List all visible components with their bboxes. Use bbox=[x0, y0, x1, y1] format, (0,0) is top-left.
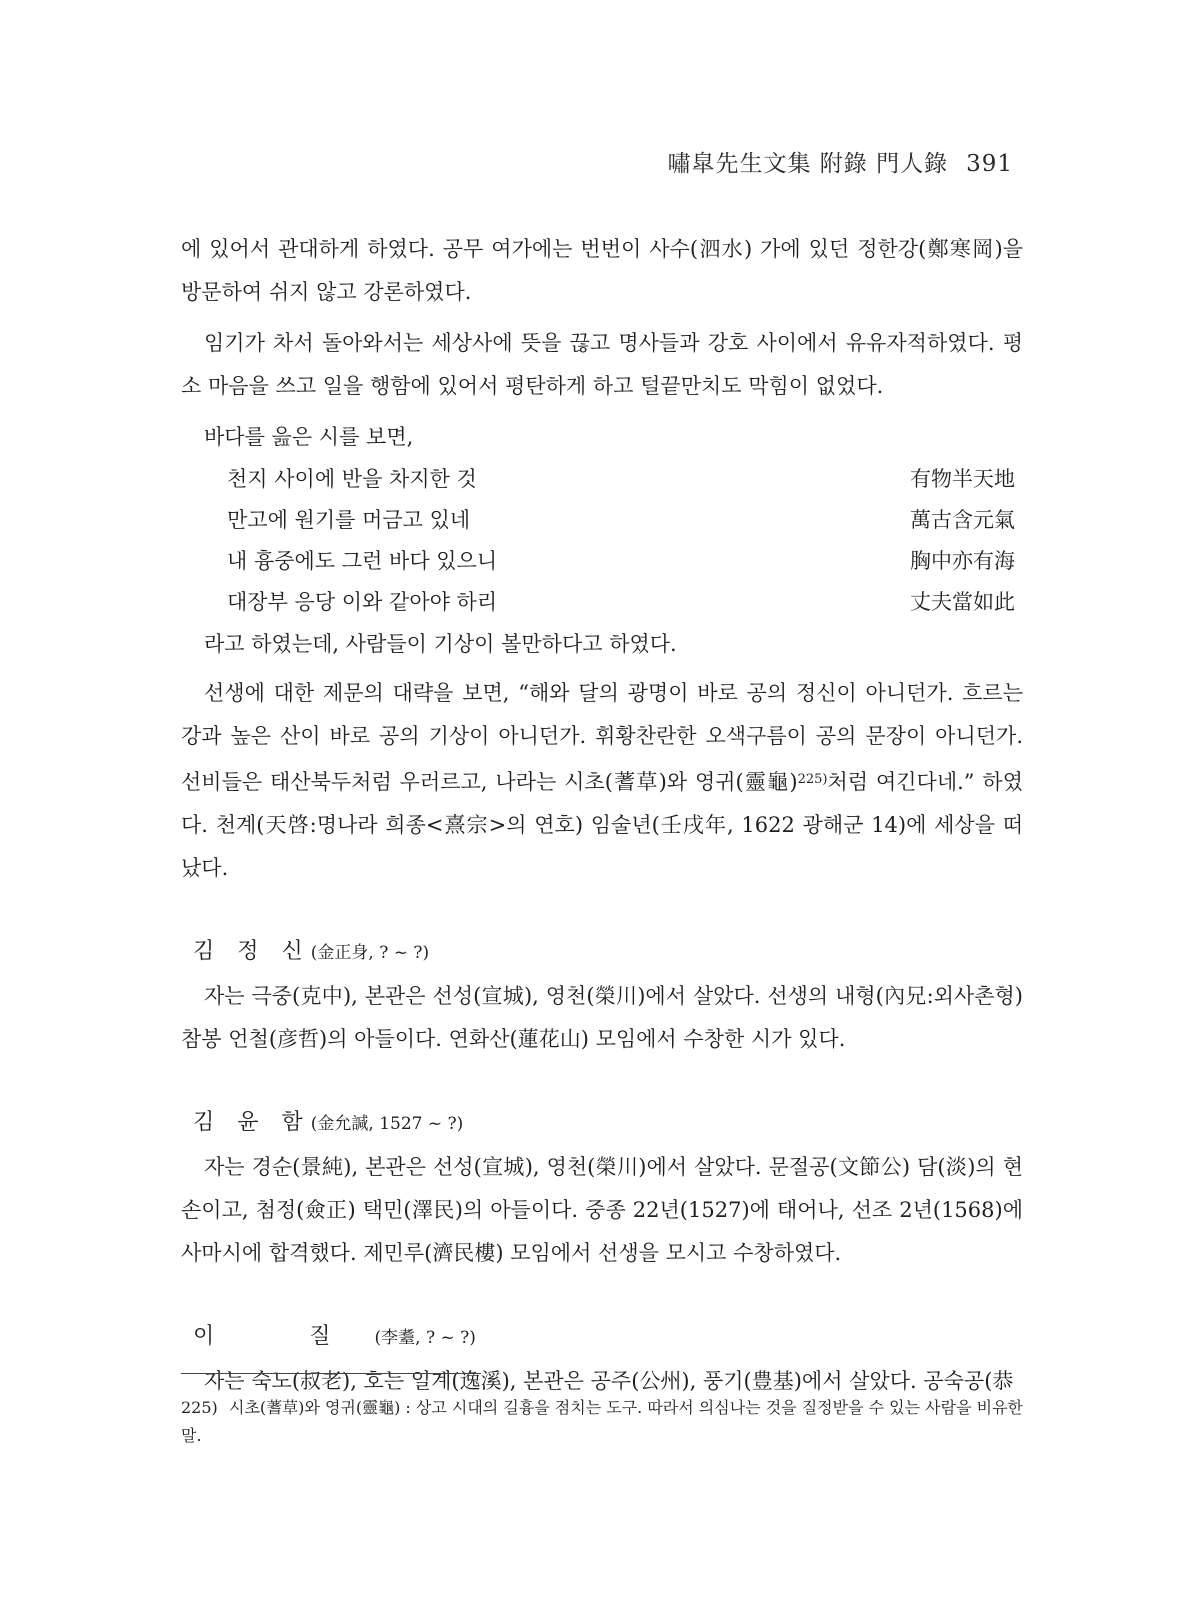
eulogy-text-cont: 처럼 여긴다네.” 하였다. 천계(天啓:명나라 희종<熹宗>의 연호) 임술년(壬戌年, 1622 광해군 14)에 세상을 떠났다. bbox=[181, 770, 1023, 880]
poem-intro: 바다를 읊은 시를 보면, bbox=[204, 425, 414, 449]
poem-line-hanja: 有物半天地 bbox=[910, 467, 1015, 491]
footnote-divider bbox=[181, 1373, 481, 1374]
footnote-reference[interactable]: 225) bbox=[797, 772, 828, 787]
person-name: 김 윤 함 bbox=[193, 1110, 311, 1135]
eulogy-text: 선생에 대한 제문의 대략을 보면, “해와 달의 광명이 바로 공의 정신이 아니던가. 흐르는 강과 높은 산이 바로 공의 기상이 아니던가. 휘황찬란한 오색구름이 공의 문장이 아니던가. 선비들은 태산북두처럼 우러르고, 나라는 시초(蓍草)와 영귀(靈龜) bbox=[181, 681, 1023, 794]
poem-line bbox=[181, 541, 1023, 582]
person-name: 김 정 신 bbox=[193, 939, 311, 964]
person-bio: 자는 극중(克中), 본관은 선성(宣城), 영천(榮川)에서 살았다. 선생의 내형(內兄:외사촌형) 참봉 언철(彦哲)의 아들이다. 연화산(蓮花山) 모임에서 수창한 시가 있다. bbox=[181, 984, 1023, 1051]
poem-line-korean: 만고에 원기를 머금고 있네 bbox=[227, 508, 471, 532]
eulogy-paragraph bbox=[181, 672, 1023, 890]
footnote bbox=[181, 1394, 1023, 1450]
person-dates: (金正身, ? ~ ?) bbox=[310, 943, 430, 963]
header-title: 嘯皐先生文集 附錄 門人錄 bbox=[667, 151, 949, 177]
person-dates: (李耋, ? ~ ?) bbox=[374, 1328, 476, 1348]
person-dates: (金允諴, 1527 ~ ?) bbox=[310, 1114, 464, 1134]
poem-line-korean: 내 흉중에도 그런 바다 있으니 bbox=[227, 549, 498, 573]
person-bio: 자는 숙노(叔老), 호는 일계(逸溪), 본관은 공주(公州), 풍기(豊基)에서 살았다. 공숙공(恭 bbox=[204, 1369, 1014, 1393]
page-number: 391 bbox=[966, 151, 1013, 177]
poem-line-korean: 천지 사이에 반을 차지한 것 bbox=[227, 467, 477, 491]
person-entry bbox=[181, 1101, 1023, 1275]
poem-closing: 라고 하였는데, 사람들이 기상이 볼만하다고 하였다. bbox=[204, 632, 677, 656]
person-name: 이 질 bbox=[193, 1324, 375, 1349]
person-heading bbox=[181, 930, 1023, 975]
person-entry bbox=[181, 930, 1023, 1061]
poem-line-korean: 대장부 응당 이와 같아야 하리 bbox=[227, 590, 498, 614]
footnote-number: 225) bbox=[181, 1398, 218, 1417]
paragraph: 임기가 차서 돌아와서는 세상사에 뜻을 끊고 명사들과 강호 사이에서 유유자적하였다. 평소 마음을 쓰고 일을 행함에 있어서 평탄하게 하고 털끝만치도 막힘이 없었다. bbox=[181, 331, 1023, 398]
poem-line-hanja: 胸中亦有海 bbox=[910, 549, 1015, 573]
poem-line-hanja: 丈夫當如此 bbox=[910, 590, 1015, 614]
person-heading bbox=[181, 1101, 1023, 1146]
poem-line bbox=[181, 582, 1023, 623]
poem-line bbox=[181, 500, 1023, 541]
poem-line bbox=[181, 459, 1023, 500]
poem-line-hanja: 萬古含元氣 bbox=[910, 508, 1015, 532]
poem bbox=[181, 459, 1023, 623]
person-heading bbox=[181, 1315, 1023, 1360]
person-entry bbox=[181, 1315, 1023, 1403]
person-bio: 자는 경순(景純), 본관은 선성(宣城), 영천(榮川)에서 살았다. 문절공(文節公) 담(淡)의 현손이고, 첨정(僉正) 택민(澤民)의 아들이다. 중종 22년(1527)에 태어나, 선조 2년(1568)에 사마시에 합격했다. 제민루(濟民樓) 모임에서 선생을 모시고 수창하였다. bbox=[181, 1155, 1023, 1265]
page-body bbox=[181, 228, 1023, 1411]
paragraph-continued: 에 있어서 관대하게 하였다. 공무 여가에는 번번이 사수(泗水) 가에 있던 정한강(鄭寒岡)을 방문하여 쉬지 않고 강론하였다. bbox=[181, 237, 1023, 304]
running-header bbox=[667, 145, 1013, 178]
footnote-text: 시초(蓍草)와 영귀(靈龜) : 상고 시대의 길흉을 점치는 도구. 따라서 의심나는 것을 질정받을 수 있는 사람을 비유한 말. bbox=[181, 1398, 1023, 1445]
